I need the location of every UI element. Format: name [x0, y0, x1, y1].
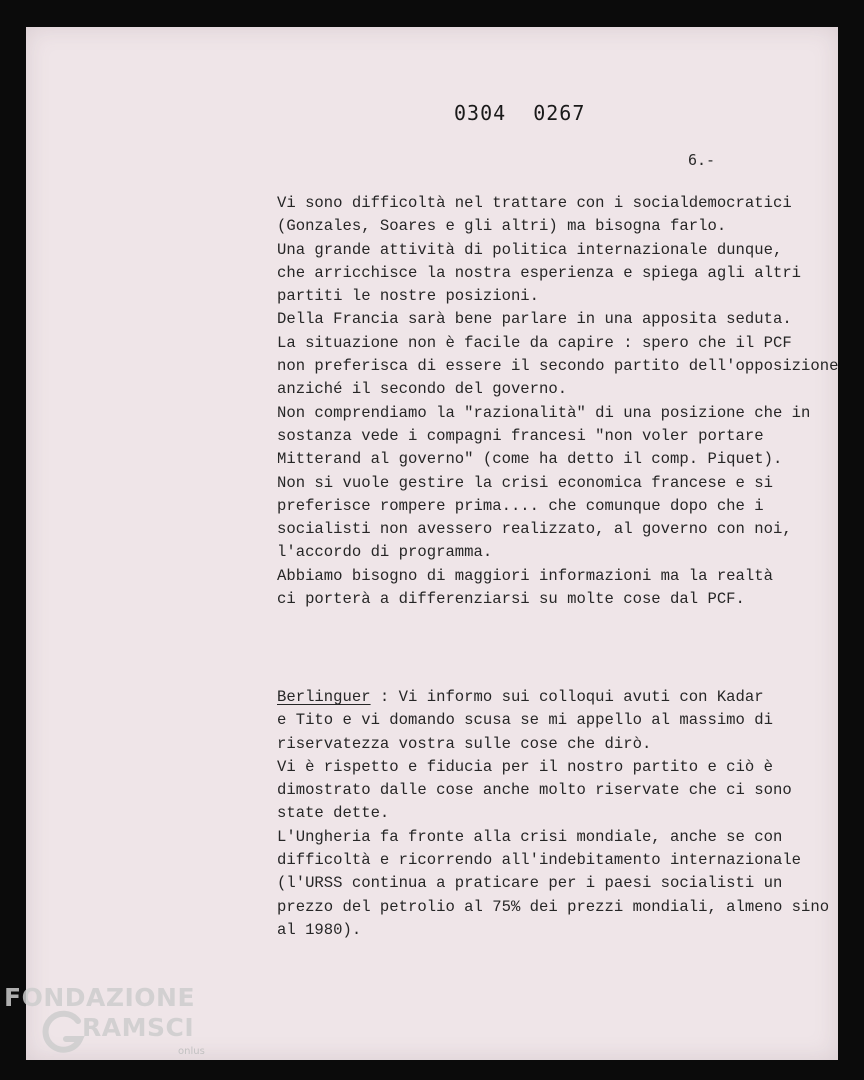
text-line: La situazione non è facile da capire : spero che il PCF	[277, 333, 792, 352]
text-line: Non si vuole gestire la crisi economica francese e si	[277, 473, 773, 492]
text-line: preferisce rompere prima.... che comunque dopo che i	[277, 496, 764, 515]
watermark-line-3: onlus	[178, 1046, 205, 1057]
text-line: (l'URSS continua a praticare per i paesi socialisti un	[277, 874, 783, 893]
text-line: Abbiamo bisogno di maggiori informazioni ma la realtà	[277, 566, 773, 585]
text-line: Una grande attività di politica internazionale dunque,	[277, 240, 783, 259]
text-line: prezzo del petrolio al 75% dei prezzi mondiali, almeno sino	[277, 897, 830, 916]
text-line: Non comprendiamo la "razionalità" di una posizione che in	[277, 403, 811, 422]
text-line: non preferisca di essere il secondo partito dell'opposizione	[277, 357, 839, 376]
paragraph-2-body	[277, 709, 839, 942]
speaker-name: Berlinguer	[277, 688, 371, 706]
paragraph-1	[277, 192, 839, 611]
text-line: ci porterà a differenziarsi su molte cose dal PCF.	[277, 590, 745, 609]
text-line: riservatezza vostra sulle cose che dirò.	[277, 734, 652, 753]
paragraph-2-first-line	[277, 686, 839, 709]
text-line: Vi è rispetto e fiducia per il nostro partito e ciò è	[277, 757, 773, 776]
text-line: sostanza vede i compagni francesi "non voler portare	[277, 426, 764, 445]
text-line: socialisti non avessero realizzato, al governo con noi,	[277, 520, 792, 539]
watermark-line-2: RAMSCI	[82, 1013, 195, 1042]
text-line: l'accordo di programma.	[277, 543, 493, 562]
text-line: e Tito e vi domando scusa se mi appello al massimo di	[277, 711, 773, 730]
text-line: Mitterand al governo" (come ha detto il comp. Piquet).	[277, 450, 783, 469]
archive-number: 0304 0267	[454, 101, 586, 125]
text-line: Vi sono difficoltà nel trattare con i socialdemocratici	[277, 194, 792, 212]
text-line: anziché il secondo del governo.	[277, 380, 568, 399]
speaker-intro-text: : Vi informo sui colloqui avuti con Kadar	[370, 688, 764, 706]
paragraph-2	[277, 686, 839, 942]
fondazione-gramsci-watermark	[4, 983, 219, 1075]
page-number: 6.-	[688, 151, 716, 169]
text-line: difficoltà e ricorrendo all'indebitamento internazionale	[277, 851, 802, 870]
watermark-line-1: FONDAZIONE	[4, 983, 196, 1012]
text-line: che arricchisce la nostra esperienza e spiega agli altri	[277, 263, 802, 282]
text-line: L'Ungheria fa fronte alla crisi mondiale, anche se con	[277, 827, 783, 846]
gramsci-g-logo-icon	[40, 1009, 88, 1057]
text-line: Della Francia sarà bene parlare in una apposita seduta.	[277, 310, 792, 329]
text-line: dimostrato dalle cose anche molto riservate che ci sono	[277, 781, 792, 800]
text-line: al 1980).	[277, 920, 362, 939]
text-line: partiti le nostre posizioni.	[277, 287, 540, 306]
text-line: (Gonzales, Soares e gli altri) ma bisogna farlo.	[277, 217, 727, 236]
text-line: state dette.	[277, 804, 390, 823]
